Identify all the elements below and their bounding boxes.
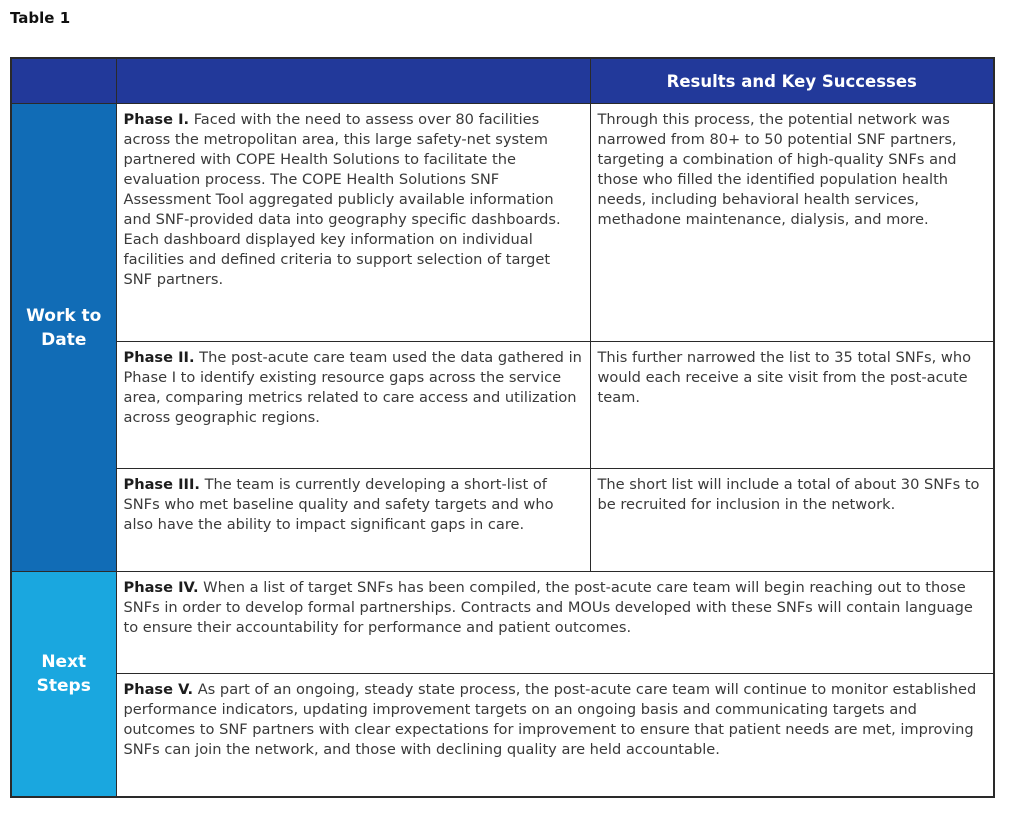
phase-5-description-cell (116, 674, 994, 798)
phase-2-result-cell (590, 342, 994, 469)
table-header-row (11, 58, 994, 104)
header-corner-cell (11, 58, 116, 104)
table-row (11, 572, 994, 674)
phase-1-description-cell (116, 104, 590, 342)
phase-1-result-cell (590, 104, 994, 342)
phase-4-description: When a list of target SNFs has been compiled, the post-acute care team will begin reaching out to those SNFs in order to develop formal partnerships. Contracts and MOUs developed with these SNFs will contain language to ensure their accountability for performance and patient outcomes. (123, 579, 973, 636)
header-description-cell (116, 58, 590, 104)
table-title: Table 1 (10, 9, 71, 27)
table-row (11, 104, 994, 342)
table-row (11, 469, 994, 572)
table-row (11, 674, 994, 798)
phase-3-result-cell (590, 469, 994, 572)
phase-1-result: Through this process, the potential network was narrowed from 80+ to 50 potential SNF partners, targeting a combination of high-quality SNFs and those who filled the identified population health needs, including behavioral health services, methadone maintenance, dialysis, and more. (597, 111, 957, 228)
next-steps-label: Next Steps (36, 652, 91, 696)
phase-5-description: As part of an ongoing, steady state process, the post-acute care team will continue to monitor established performance indicators, updating improvement targets on an ongoing basis and communicating targets and outcomes to SNF partners with clear expectations for improvement to ensure that patient needs are met, improving SNFs can join the network, and those with declining quality are held accountable. (123, 681, 977, 758)
phase-2-label: Phase II. (123, 349, 195, 366)
phase-3-description-cell (116, 469, 590, 572)
table-row (11, 342, 994, 469)
phase-2-description: The post-acute care team used the data gathered in Phase I to identify existing resource gaps across the service area, comparing metrics related to care access and utilization across geographic regions. (123, 349, 582, 426)
phase-4-description-cell (116, 572, 994, 674)
phase-5-label: Phase V. (123, 681, 194, 698)
phase-2-result: This further narrowed the list to 35 total SNFs, who would each receive a site visit from the post-acute team. (597, 349, 972, 406)
phase-table (10, 57, 995, 798)
phase-1-description: Faced with the need to assess over 80 facilities across the metropolitan area, this large safety-net system partnered with COPE Health Solutions to facilitate the evaluation process. The COPE Health Solutions SNF Assessment Tool aggregated publicly available information and SNF-provided data into geography specific dashboards. Each dashboard displayed key information on individual facilities and defined criteria to support selection of target SNF partners. (123, 111, 561, 288)
work-to-date-label: Work to Date (26, 305, 102, 350)
phase-3-label: Phase III. (123, 476, 200, 493)
phase-3-result: The short list will include a total of about 30 SNFs to be recruited for inclusion in the network. (597, 476, 980, 513)
phase-2-description-cell (116, 342, 590, 469)
next-steps-label-cell (11, 572, 116, 798)
phase-1-label: Phase I. (123, 111, 190, 128)
phase-4-label: Phase IV. (123, 579, 199, 596)
phase-3-description: The team is currently developing a short-list of SNFs who met baseline quality and safety targets and who also have the ability to impact significant gaps in care. (123, 476, 554, 533)
header-results-cell: Results and Key Successes (590, 58, 994, 104)
work-to-date-label-cell (11, 104, 116, 572)
